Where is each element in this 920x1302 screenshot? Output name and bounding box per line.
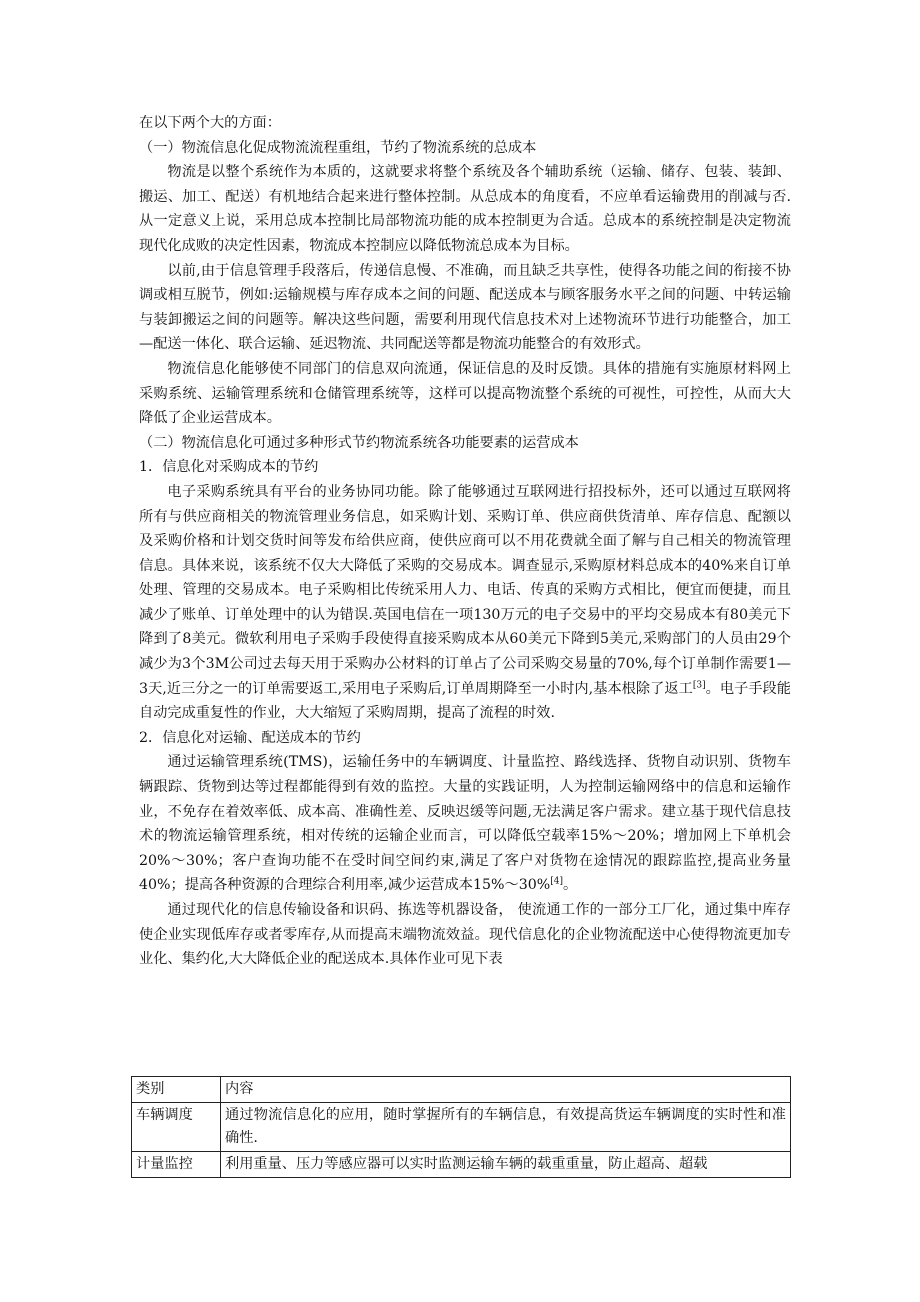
table-cell-category: 车辆调度	[132, 1103, 221, 1152]
document-body	[139, 111, 791, 972]
paragraph-tail: 。	[563, 877, 578, 894]
table-row	[132, 1152, 791, 1178]
section-heading-2: （二）物流信息化可通过多种形式节约物流系统各功能要素的运营成本	[139, 434, 579, 451]
intro-line: 在以下两个大的方面：	[139, 115, 281, 131]
table-cell-content: 通过物流信息化的应用，随时掌握所有的车辆信息，有效提高货运车辆调度的实时性和准确性.	[221, 1103, 791, 1152]
paragraph-transport	[139, 750, 791, 898]
paragraph: 物流是以整个系统作为本质的，这就要求将整个系统及各个辅助系统（运输、储存、包装、装卸、搬运、加工、配送）有机地结合起来进行整体控制。从总成本的角度看，不应单看运输费用的削减与否.从一定意义上说，采用总成本控制比局部物流功能的成本控制更为合适。总成本的系统控制是决定物流现代化成败的决定性因素，物流成本控制应以降低物流总成本为目标。	[139, 164, 791, 254]
paragraph-tail: 。电子手段能自动完成重复性的作业，大大缩短了采购周期，提高了流程的时效.	[139, 680, 791, 722]
table-header-row	[132, 1077, 791, 1103]
paragraph: 通过现代化的信息传输设备和识码、拣选等机器设备， 使流通工作的一部分工厂化，通过集中库存使企业实现低库存或者零库存,从而提高末端物流效益。现代信息化的企业物流配送中心使得物流更加专业化、集约化,大大降低企业的配送成本.具体作业可见下表	[139, 902, 791, 968]
paragraph: 以前,由于信息管理手段落后，传递信息慢、不准确，而且缺乏共享性，使得各功能之间的衔接不协调或相互脱节，例如:运输规模与库存成本之间的问题、配送成本与顾客服务水平之间的问题、中转运输与装卸搬运之间的问题等。解决这些问题，需要利用现代信息技术对上述物流环节进行功能整合，加工—配送一体化、联合运输、延迟物流、共同配送等都是物流功能整合的有效形式。	[139, 262, 791, 353]
table-header-content: 内容	[221, 1077, 791, 1103]
paragraph: 物流信息化能够使不同部门的信息双向流通，保证信息的及时反馈。具体的措施有实施原材料网上采购系统、运输管理系统和仓储管理系统等，这样可以提高物流整个系统的可视性，可控性，从而大大降低了企业运营成本。	[139, 360, 791, 427]
table-header-category: 类别	[132, 1077, 221, 1103]
section-heading-1: （一）物流信息化促成物流流程重组，节约了物流系统的总成本	[139, 139, 537, 156]
table-row	[132, 1103, 791, 1152]
table-cell-content: 利用重量、压力等感应器可以实时监测运输车辆的载重重量，防止超高、超载	[221, 1152, 791, 1178]
paragraph-text: 电子采购系统具有平台的业务协同功能。除了能够通过互联网进行招投标外，还可以通过互联网将所有与供应商相关的物流管理业务信息，如采购计划、采购订单、供应商供货清单、库存信息、配额以及采购价格和计划交货时间等发布给供应商，使供应商可以不用花费就全面了解与自己相关的物流管理信息。具体来说，该系统不仅大大降低了采购的交易成本。调查显示,采购原材料总成本的40%来自订单处理、管理的交易成本。电子采购相比传统采用人力、电话、传真的采购方式相比，便宜而便捷，而且减少了账单、订单处理中的认为错误.英国电信在一项130万元的电子交易中的平均交易成本有80美元下降到了8美元。微软利用电子采购手段使得直接采购成本从60美元下降到5美元,采购部门的人员由29个减少为3个3M公司过去每天用于采购办公材料的订单占了公司采购交易量的70%,每个订单制作需要1—3天,近三分之一的订单需要返工,采用电子采购后,订单周期降至一小时内,基本根除了返工	[139, 483, 791, 697]
operations-table	[131, 1076, 791, 1178]
paragraph-procurement	[139, 480, 791, 726]
subsection-heading-2: 2．信息化对运输、配送成本的节约	[139, 729, 361, 746]
subsection-heading-1: 1．信息化对采购成本的节约	[139, 459, 319, 476]
citation-ref: [3]	[692, 679, 706, 690]
citation-ref: [4]	[550, 876, 563, 887]
paragraph-text: 通过运输管理系统(TMS)，运输任务中的车辆调度、计量监控、路线选择、货物自动识别、货物车辆跟踪、货物到达等过程都能得到有效的监控。大量的实践证明，人为控制运输网络中的信息和运输作业，不免存在着效率低、成本高、准确性差、反映迟缓等问题,无法满足客户需求。建立基于现代信息技术的物流运输管理系统，相对传统的运输企业而言，可以降低空载率15%～20%；增加网上下单机会20%～30%；客户查询功能不在受时间空间约束,满足了客户对货物在途情况的跟踪监控,提高业务量40%；提高各种资源的合理综合利用率,减少运营成本15%～30%	[139, 754, 791, 894]
table-cell-category: 计量监控	[132, 1152, 221, 1178]
